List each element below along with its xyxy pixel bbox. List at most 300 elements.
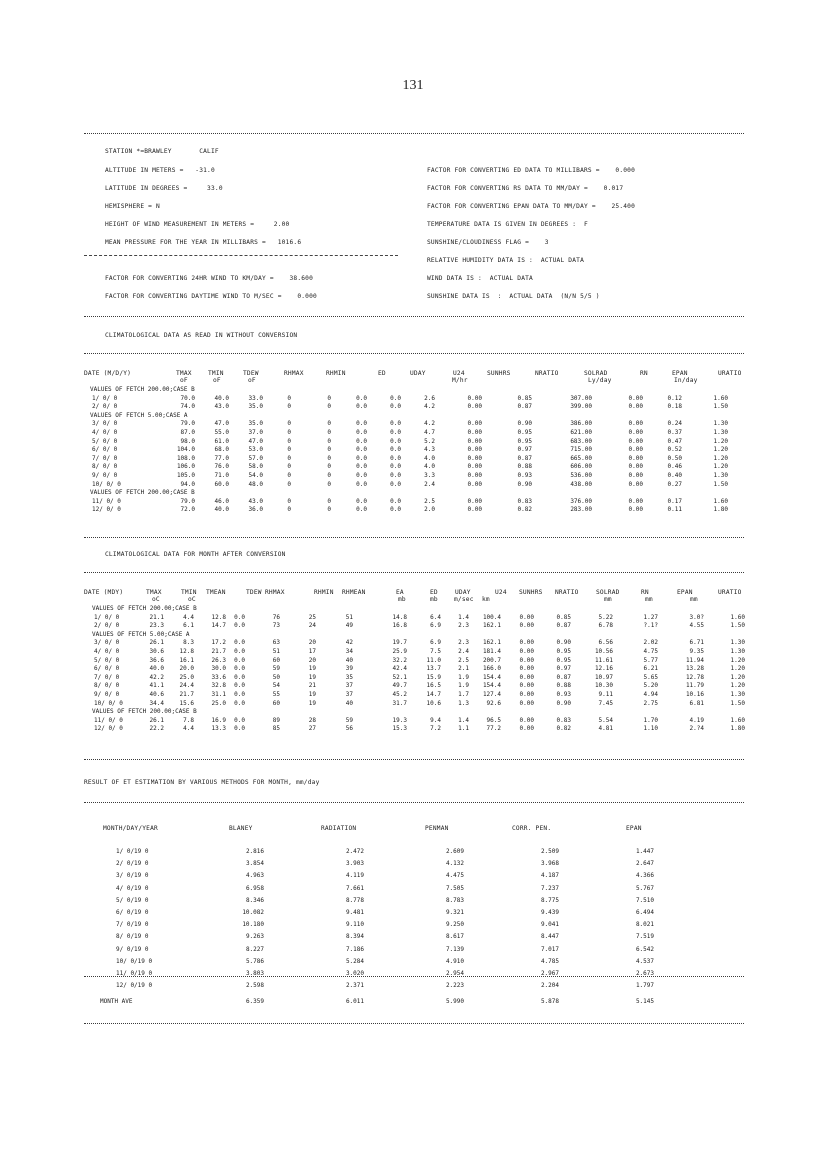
table-cell: 34 <box>345 647 353 655</box>
table-cell: 8.227 <box>245 945 264 953</box>
table-cell: 0.00 <box>467 463 482 471</box>
divider <box>84 133 744 134</box>
table-cell: 2.3 <box>458 622 469 630</box>
table-row <box>84 897 744 909</box>
table-cell: 13.28 <box>685 665 704 673</box>
table-cell: 1.80 <box>730 725 745 733</box>
table-cell: 0.95 <box>517 437 532 445</box>
table-cell: 4.963 <box>245 872 264 880</box>
table-cell: 0.11 <box>667 506 682 514</box>
table-cell: 0.82 <box>556 725 571 733</box>
table-cell: 73 <box>272 622 280 630</box>
table-cell: 0.0 <box>390 403 401 411</box>
table-cell: 1/ 0/19 0 <box>116 848 149 855</box>
table-cell: 37 <box>345 682 353 690</box>
table-cell: 0.0 <box>234 639 245 647</box>
table-cell: 3.903 <box>345 860 364 868</box>
table-cell: 21 <box>308 682 316 690</box>
table-cell: 6.9 <box>430 639 441 647</box>
table-cell: 0.00 <box>519 639 534 647</box>
table-cell: 0.93 <box>517 471 532 479</box>
col-tmin: TMIN <box>181 589 197 596</box>
section-title-raw: CLIMATOLOGICAL DATA AS READ IN WITHOUT CONVERSION <box>105 332 298 339</box>
table-cell: 1.60 <box>713 497 728 505</box>
col-rhmean: RHMEAN <box>342 589 366 596</box>
table-cell: 0.0 <box>234 673 245 681</box>
table-cell: 1.80 <box>713 506 728 514</box>
table-cell: 4/ 0/ 0 <box>94 647 120 655</box>
table-cell: 60 <box>272 699 280 707</box>
table-cell: 10.56 <box>594 647 613 655</box>
table-cell: 63 <box>272 639 280 647</box>
table-cell: 127.4 <box>482 690 501 698</box>
table-cell: 2.371 <box>345 982 364 990</box>
table-row <box>84 614 744 623</box>
table-cell: 40.6 <box>149 690 164 698</box>
table-cell: 0 <box>287 497 291 505</box>
table-cell: 386.00 <box>570 420 592 428</box>
table-cell: 3.854 <box>245 860 264 868</box>
table-cell: 0.93 <box>556 690 571 698</box>
col-tmean: TMEAN <box>206 589 226 596</box>
table-row <box>84 848 744 860</box>
table-cell: 19 <box>308 690 316 698</box>
table-cell: 53.0 <box>248 446 263 454</box>
table-cell: 1/ 0/ 0 <box>94 613 120 621</box>
table-cell: 60 <box>272 656 280 664</box>
col-epan: EPAN <box>626 825 642 832</box>
table-cell: 6.71 <box>689 639 704 647</box>
table-cell: 59 <box>345 716 353 724</box>
table-row <box>84 472 744 481</box>
table-cell: 11.0 <box>426 656 441 664</box>
table-cell: 12.8 <box>211 613 226 621</box>
table-row <box>84 921 744 933</box>
table-cell: 12/ 0/19 0 <box>116 982 153 990</box>
table-cell: 606.00 <box>570 463 592 471</box>
table-cell: 15.3 <box>392 725 407 733</box>
table-cell: 26.1 <box>149 716 164 724</box>
humidity-data-type: RELATIVE HUMIDITY DATA IS : ACTUAL DATA <box>427 257 585 264</box>
table-cell: 4.785 <box>540 957 559 965</box>
table-cell: 9.110 <box>345 921 364 929</box>
table-cell: 0 <box>327 497 331 505</box>
col-ea: EA <box>396 589 404 596</box>
col-nratio: NRATIO <box>555 589 579 596</box>
table-cell: 5/ 0/19 0 <box>116 896 149 904</box>
table-cell: 0.37 <box>667 428 682 436</box>
table-cell: 4.366 <box>635 872 654 880</box>
table-cell: 55 <box>272 690 280 698</box>
table-cell: 32.2 <box>392 656 407 664</box>
fetch-label-row <box>84 605 744 614</box>
sunshine-data-type: SUNSHINE DATA IS : ACTUAL DATA (N/N 5/5 ) <box>427 293 600 300</box>
col-ed: ED <box>430 589 438 596</box>
table-cell: 1.4 <box>458 613 469 621</box>
col-uday: UDAY <box>410 370 426 377</box>
table-cell: 181.4 <box>482 647 501 655</box>
table-cell: 0.50 <box>667 454 682 462</box>
table-row <box>84 717 744 726</box>
page-number: 131 <box>402 78 424 93</box>
table-cell: 2.5 <box>424 497 435 505</box>
table-cell: 9/ 0/ 0 <box>92 471 118 479</box>
table-cell: 0.27 <box>667 480 682 488</box>
table-cell: 0.00 <box>467 437 482 445</box>
table-cell: 0.0 <box>390 463 401 471</box>
table-cell: 43.0 <box>214 403 229 411</box>
table-cell: 16.9 <box>211 716 226 724</box>
table-cell: 21.7 <box>179 690 194 698</box>
hemisphere: HEMISPHERE = N <box>105 203 160 210</box>
table-row <box>84 700 744 709</box>
table-cell: 20 <box>308 656 316 664</box>
table-cell: 6.9 <box>430 622 441 630</box>
table-cell: 8.778 <box>345 896 364 904</box>
table-cell: 1.30 <box>713 471 728 479</box>
col-date: DATE (M/D/Y) <box>84 370 132 377</box>
col-rn: RN <box>641 589 649 596</box>
table-cell: 399.00 <box>570 403 592 411</box>
table-cell: 0.0 <box>356 454 367 462</box>
table-cell: 1.27 <box>643 613 658 621</box>
table-cell: ?.1? <box>643 622 658 630</box>
table-cell: 0.90 <box>556 639 571 647</box>
table-cell: 5.22 <box>598 613 613 621</box>
table-cell: 33.0 <box>248 394 263 402</box>
table-row <box>84 639 744 648</box>
table-cell: 40.0 <box>149 665 164 673</box>
table-cell: 0.0 <box>234 699 245 707</box>
table-cell: 0.0 <box>356 497 367 505</box>
table-cell: 30.6 <box>149 647 164 655</box>
unit-u24: M/hr <box>452 377 468 384</box>
table-cell: 536.00 <box>570 471 592 479</box>
wind-height: HEIGHT OF WIND MEASUREMENT IN METERS = 2.00 <box>105 221 290 228</box>
table-cell: 10/ 0/ 0 <box>92 480 121 488</box>
table-cell: 31.7 <box>392 699 407 707</box>
table-cell: 6.21 <box>643 665 658 673</box>
table-cell: 0.0 <box>356 428 367 436</box>
table-cell: 8.617 <box>445 933 464 941</box>
table-cell: 0.0 <box>356 394 367 402</box>
table-cell: 6.359 <box>245 998 264 1005</box>
table-cell: MONTH AVE <box>100 998 133 1005</box>
table-cell: 0 <box>287 480 291 488</box>
col-nratio: NRATIO <box>535 370 559 377</box>
table-cell: 89 <box>272 716 280 724</box>
table-cell: 0.0 <box>234 690 245 698</box>
unit-u24: km <box>482 596 490 603</box>
table-cell: 0.52 <box>667 446 682 454</box>
table-cell: 8/ 0/ 0 <box>92 463 118 471</box>
table-cell: 40.0 <box>214 506 229 514</box>
table-cell: 11/ 0/ 0 <box>94 716 123 724</box>
sunshine-flag: SUNSHINE/CLOUDINESS FLAG = 3 <box>427 239 549 246</box>
table-cell: 77.0 <box>214 454 229 462</box>
table-cell: 9.041 <box>540 921 559 929</box>
table-cell: 0.00 <box>628 463 643 471</box>
table-cell: 4.119 <box>345 872 364 880</box>
col-u24: U24 <box>453 370 465 377</box>
table-cell: 0.85 <box>517 394 532 402</box>
table-cell: 4.0 <box>424 463 435 471</box>
table-cell: 4.4 <box>183 613 194 621</box>
table-cell: 15.6 <box>179 699 194 707</box>
table-cell: 0.0 <box>390 454 401 462</box>
table-cell: 0.88 <box>556 682 571 690</box>
col-radiation: RADIATION <box>321 825 357 832</box>
table-cell: 4.4 <box>183 725 194 733</box>
table-cell: 0.00 <box>467 403 482 411</box>
table-cell: 4.132 <box>445 860 464 868</box>
table-cell: 0.00 <box>467 420 482 428</box>
table-cell: 5/ 0/ 0 <box>92 437 118 445</box>
table-cell: 166.0 <box>482 665 501 673</box>
table-cell: 0.82 <box>517 506 532 514</box>
table-cell: 0.87 <box>517 454 532 462</box>
table-cell: 4.475 <box>445 872 464 880</box>
table-cell: 60.0 <box>214 480 229 488</box>
station-name: STATION *=BRAWLEY CALIF <box>105 148 219 155</box>
table-cell: 40 <box>345 699 353 707</box>
table-cell: 4.55 <box>689 622 704 630</box>
table-row <box>84 682 744 691</box>
table-cell: 2.967 <box>540 969 559 977</box>
table-cell: 8.775 <box>540 896 559 904</box>
table-cell: 0.87 <box>556 622 571 630</box>
table-cell: 6.81 <box>689 699 704 707</box>
table-cell: 2.5 <box>458 656 469 664</box>
table-cell: 0.00 <box>519 690 534 698</box>
table-cell: 19 <box>308 699 316 707</box>
table-cell: 32.8 <box>211 682 226 690</box>
col-epan: EPAN <box>672 370 688 377</box>
table-cell: 72.0 <box>180 506 195 514</box>
table-row <box>84 885 744 897</box>
unit-rn: mm <box>645 596 653 603</box>
table-cell: 0.95 <box>517 428 532 436</box>
table-cell: 0.00 <box>628 497 643 505</box>
table-row <box>84 860 744 872</box>
unit-epan: In/day <box>674 377 698 384</box>
table-cell: 12/ 0/ 0 <box>92 506 121 514</box>
table-cell: 0 <box>287 471 291 479</box>
table-cell: 0.00 <box>519 673 534 681</box>
table-cell: 0.0 <box>390 420 401 428</box>
table-cell: 77.2 <box>486 725 501 733</box>
table-cell: 59 <box>272 665 280 673</box>
table-cell: 0.90 <box>556 699 571 707</box>
divider <box>84 537 744 538</box>
table-cell: 0.0 <box>390 394 401 402</box>
table-cell: 7.017 <box>540 945 559 953</box>
temperature-unit: TEMPERATURE DATA IS GIVEN IN DEGREES : F <box>427 221 588 228</box>
table-cell: 9.250 <box>445 921 464 929</box>
table-cell: 0 <box>287 454 291 462</box>
table-cell: 31.1 <box>211 690 226 698</box>
table-cell: 0 <box>327 506 331 514</box>
col-uratio: URATIO <box>718 589 742 596</box>
table-row <box>84 446 744 455</box>
table-cell: 6/ 0/19 0 <box>116 908 149 916</box>
col-uratio: URATIO <box>718 370 742 377</box>
table-row <box>84 648 744 657</box>
table-cell: 10.180 <box>242 921 264 929</box>
table-cell: 13.3 <box>211 725 226 733</box>
table-cell: 7.237 <box>540 884 559 892</box>
table-cell: 92.6 <box>486 699 501 707</box>
table-cell: 58.0 <box>248 463 263 471</box>
table-row <box>84 395 744 404</box>
table-cell: 0.00 <box>628 428 643 436</box>
table-cell: 6/ 0/ 0 <box>92 446 118 454</box>
table-cell: 2.?4 <box>689 725 704 733</box>
table-cell: 0 <box>287 437 291 445</box>
table-cell: 0.00 <box>628 403 643 411</box>
table-cell: 21.1 <box>149 613 164 621</box>
table-cell: 0.00 <box>519 665 534 673</box>
table-cell: 6.78 <box>598 622 613 630</box>
table-cell: 19.7 <box>392 639 407 647</box>
col-rhmax: RHMAX <box>265 589 285 596</box>
table-row <box>84 909 744 921</box>
factor-24hr-wind: FACTOR FOR CONVERTING 24HR WIND TO KM/DAY = 38.600 <box>105 275 314 282</box>
col-tmax: TMAX <box>146 589 162 596</box>
table-cell: 0.00 <box>519 656 534 664</box>
table-cell: 24.4 <box>179 682 194 690</box>
table-row <box>84 438 744 447</box>
table-cell: 26.1 <box>149 639 164 647</box>
table-row <box>84 498 744 507</box>
table-row <box>84 725 744 734</box>
table-cell: 7.661 <box>345 884 364 892</box>
table-cell: 42.2 <box>149 673 164 681</box>
table-cell: 20 <box>308 639 316 647</box>
table-cell: 49 <box>345 622 353 630</box>
table-cell: 68.0 <box>214 446 229 454</box>
table-cell: 23.3 <box>149 622 164 630</box>
table-cell: 1.4 <box>458 716 469 724</box>
table-cell: 0.0 <box>234 647 245 655</box>
fetch-label-row <box>84 412 744 421</box>
table-cell: 16.8 <box>392 622 407 630</box>
table-cell: 2/ 0/ 0 <box>94 622 120 630</box>
table-cell: 5.2 <box>424 437 435 445</box>
table-cell: 154.4 <box>482 682 501 690</box>
fetch-label: VALUES OF FETCH 5.00;CASE A <box>92 630 190 638</box>
table-cell: 2.598 <box>245 982 264 990</box>
table-cell: 0 <box>287 428 291 436</box>
table-cell: 0.87 <box>517 403 532 411</box>
table-cell: 22.2 <box>149 725 164 733</box>
table-cell: 51 <box>272 647 280 655</box>
table-cell: 0.0 <box>356 403 367 411</box>
table-cell: 0.00 <box>467 454 482 462</box>
col-ed: ED <box>378 370 386 377</box>
table-cell: 4.75 <box>643 647 658 655</box>
table-cell: 0 <box>327 480 331 488</box>
unit-tmax: oC <box>152 596 160 603</box>
col-uday: UDAY <box>455 589 471 596</box>
col-date: DATE (MDY) <box>84 589 124 596</box>
table-cell: 10.082 <box>242 908 264 916</box>
table-cell: 10.16 <box>685 690 704 698</box>
table-cell: 1.797 <box>635 982 654 990</box>
et-results-table <box>84 848 744 994</box>
table-cell: 0.00 <box>467 471 482 479</box>
col-epan: EPAN <box>677 589 693 596</box>
table-cell: 0.18 <box>667 403 682 411</box>
table-row <box>84 403 744 412</box>
table-cell: 49.7 <box>392 682 407 690</box>
table-cell: 1.447 <box>635 848 654 855</box>
table-cell: 0 <box>287 446 291 454</box>
unit-solrad: Ly/day <box>588 377 612 384</box>
table-cell: 12.8 <box>179 647 194 655</box>
col-penman: PENMAN <box>425 825 449 832</box>
table-cell: 4.910 <box>445 957 464 965</box>
table-cell: 7.5 <box>430 647 441 655</box>
table-cell: 7.139 <box>445 945 464 953</box>
table-cell: 1.50 <box>730 622 745 630</box>
col-rhmin: RHMIN <box>326 370 346 377</box>
table-cell: 2.4 <box>458 647 469 655</box>
table-cell: 7.8 <box>183 716 194 724</box>
table-cell: 41.1 <box>149 682 164 690</box>
unit-tmin: oC <box>188 596 196 603</box>
table-cell: 3/ 0/ 0 <box>94 639 120 647</box>
table-cell: 74.0 <box>180 403 195 411</box>
table-cell: 11/ 0/ 0 <box>92 497 121 505</box>
divider <box>84 759 744 760</box>
table-cell: 87.0 <box>180 428 195 436</box>
table-cell: 1.20 <box>713 463 728 471</box>
table-row <box>84 506 744 515</box>
table-cell: 0.17 <box>667 497 682 505</box>
table-cell: 200.7 <box>482 656 501 664</box>
table-cell: 79.0 <box>180 420 195 428</box>
table-cell: 0.0 <box>390 497 401 505</box>
table-cell: 0.95 <box>556 656 571 664</box>
table-row <box>84 982 744 994</box>
unit-ed: mb <box>430 596 438 603</box>
table-cell: 0.0 <box>234 656 245 664</box>
table-cell: 0.40 <box>667 471 682 479</box>
table-cell: 1.20 <box>730 656 745 664</box>
table-cell: 0.12 <box>667 394 682 402</box>
table-cell: 0.00 <box>519 682 534 690</box>
table-cell: 7/ 0/ 0 <box>92 454 118 462</box>
table-cell: 6.4 <box>430 613 441 621</box>
table-cell: 2/ 0/ 0 <box>92 403 118 411</box>
table-row <box>84 429 744 438</box>
fetch-label: VALUES OF FETCH 200.00;CASE B <box>90 386 195 393</box>
table-cell: 0 <box>287 463 291 471</box>
fetch-label: VALUES OF FETCH 200.00;CASE B <box>92 708 197 716</box>
table-cell: 0.00 <box>519 716 534 724</box>
table-cell: 8.021 <box>635 921 654 929</box>
table-cell: 1.50 <box>713 480 728 488</box>
table-cell: 8.346 <box>245 896 264 904</box>
table-cell: 12.78 <box>685 673 704 681</box>
table-cell: 3/ 0/ 0 <box>92 420 118 428</box>
table-cell: 0.00 <box>628 454 643 462</box>
table-cell: 2.204 <box>540 982 559 990</box>
table-cell: 2.3 <box>458 639 469 647</box>
table-cell: 2.02 <box>643 639 658 647</box>
table-cell: 0.0 <box>390 471 401 479</box>
